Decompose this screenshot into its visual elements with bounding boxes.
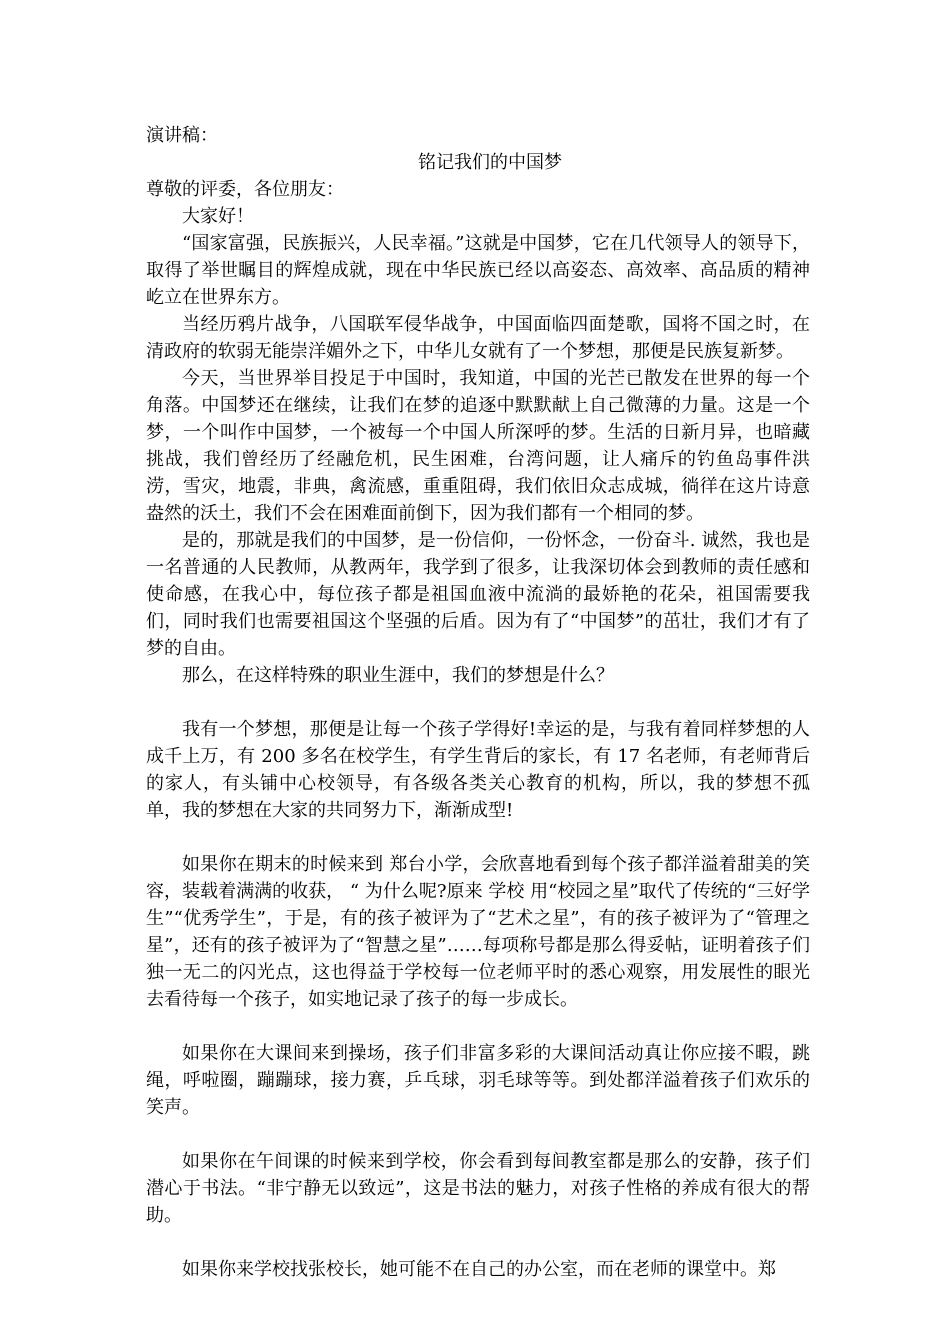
paragraph: 如果你在大课间来到操场，孩子们非富多彩的大课间活动真让你应接不暇，跳绳，呼啦圈，蹦蹦球，接力赛，乒乓球，羽毛球等等。到处都洋溢着孩子们欢乐的笑声。 — [146, 1043, 810, 1118]
paragraph: 是的，那就是我们的中国梦，是一份信仰，一份怀念，一份奋斗. 诚然，我也是一名普通的人民教师，从教两年，我学到了很多，让我深切体会到教师的责任感和使命感，在我心中，每位孩子都是祖国血液中流淌的最娇艳的花朵，祖国需要我们，同时我们也需要祖国这个坚强的后盾。因为有了“中国梦”的茁壮，我们才有了梦的自由。 — [146, 530, 810, 659]
paragraph: 今天，当世界举目投足于中国时，我知道，中国的光芒已散发在世界的每一个角落。中国梦还在继续，让我们在梦的追逐中默默献上自己微薄的力量。这是一个梦，一个叫作中国梦，一个被每一个中国人所深呼的梦。生活的日新月异，也暗藏挑战，我们曾经历了经融危机，民生困难，台湾问题，让人痛斥的钓鱼岛事件洪涝，雪灾，地震，非典，禽流感，重重阻碍，我们依旧众志成城，徜徉在这片诗意盎然的沃土，我们不会在困难面前倒下，因为我们都有一个相同的梦。 — [146, 368, 810, 524]
paragraph: 我有一个梦想，那便是让每一个孩子学得好!幸运的是，与我有着同样梦想的人成千上万，有 200 多名在校学生，有学生背后的家长，有 17 名老师，有老师背后的家人，有头铺中心校领导，有各级各类关心教育的机构，所以，我的梦想不孤单，我的梦想在大家的共同努力下，渐渐成型! — [146, 719, 810, 821]
paragraph: 如果你来学校找张校长，她可能不在自己的办公室，而在老师的课堂中。郑 — [182, 1259, 776, 1280]
document-page — [146, 122, 810, 1283]
paragraph: 那么，在这样特殊的职业生涯中，我们的梦想是什么？ — [182, 665, 614, 686]
document-label: 演讲稿： — [146, 125, 218, 146]
paragraph: “国家富强，民族振兴，人民幸福。”这就是中国梦，它在几代领导人的领导下，取得了举世瞩目的辉煌成就，现在中华民族已经以高姿态、高效率、高品质的精神屹立在世界东方。 — [146, 233, 810, 308]
paragraph: 大家好！ — [182, 206, 254, 227]
salutation: 尊敬的评委，各位朋友： — [146, 179, 344, 200]
paragraph: 如果你在期末的时候来到 郑台小学，会欣喜地看到每个孩子都洋溢着甜美的笑容，装载着满满的收获， “ 为什么呢?原来 学校 用“校园之星”取代了传统的“三好学生”“优秀学生”，于是，有的孩子被评为了“艺术之星”，有的孩子被评为了“管理之星”，还有的孩子被评为了“智慧之星”……每项称号都是那么得妥帖，证明着孩子们独一无二的闪光点，这也得益于学校每一位老师平时的悉心观察，用发展性的眼光去看待每一个孩子，如实地记录了孩子的每一步成长。 — [146, 854, 810, 1010]
paragraph: 当经历鸦片战争，八国联军侵华战争，中国面临四面楚歌，国将不国之时，在清政府的软弱无能崇洋媚外之下，中华儿女就有了一个梦想，那便是民族复新梦。 — [146, 314, 810, 362]
paragraph: 如果你在午间课的时候来到学校，你会看到每间教室都是那么的安静，孩子们潜心于书法。“非宁静无以致远”，这是书法的魅力，对孩子性格的养成有很大的帮助。 — [146, 1151, 810, 1226]
document-title: 铭记我们的中国梦 — [418, 152, 562, 173]
